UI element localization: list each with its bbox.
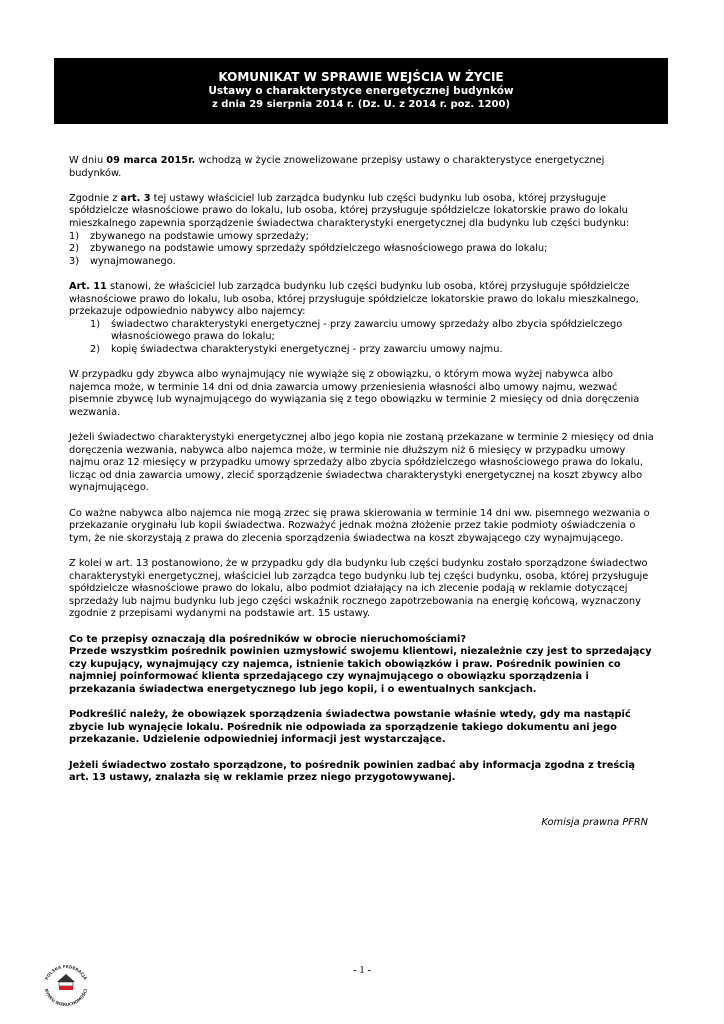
- logo-text-top: POLSKA FEDERACJA: [43, 963, 89, 981]
- document-body: [69, 155, 657, 829]
- paragraph-agents: [69, 634, 657, 697]
- text: W dniu: [69, 155, 107, 166]
- paragraph-advertising: Jeżeli świadectwo zostało sporządzone, to pośrednik powinien zadbać aby informacja zgodna z treścią art. 13 ustawy, znalazła się w reklamie przez niego przygotowywanej.: [69, 759, 635, 784]
- text: Przede wszystkim pośrednik powinien uzmysłowić swojemu klientowi, niezależnie czy jest to sprzedający czy kupujący, wynajmujący czy najemca, istnienie takich obowiązków i praw. Pośrednik powinien co najmniej poinformować klienta sprzedającego czy wynajmującego o obowiązku sporządzenia i przekazania świadectwa energetycznego lub jego kopii, i o ewentualnych sankcjach.: [69, 646, 652, 695]
- list-item: [90, 319, 657, 344]
- article-ref: Art. 11: [69, 280, 107, 292]
- document-title: KOMUNIKAT W SPRAWIE WEJŚCIA W ŻYCIE: [218, 70, 504, 84]
- question-heading: Co te przepisy oznaczają dla pośredników w obrocie nieruchomościami?: [69, 633, 467, 645]
- text: wchodzą w życie znowelizowane przepisy ustawy o charakterystyce energetycznej budynków.: [69, 155, 605, 179]
- list-item: [69, 243, 657, 256]
- effective-date: 09 marca 2015r.: [106, 155, 196, 166]
- list-text: świadectwo charakterystyki energetycznej - przy zawarciu umowy sprzedaży albo zbycia spółdzielczego własnościowego prawa do lokalu;: [111, 318, 623, 343]
- document-date-line: z dnia 29 sierpnia 2014 r. (Dz. U. z 2014 r. poz. 1200): [211, 99, 511, 110]
- list-item: [69, 256, 657, 269]
- logo-text-bottom: RYNKU NIERUCHOMOŚCI: [43, 988, 89, 1008]
- list-number: 2): [69, 243, 80, 255]
- paragraph-emphasis: Podkreślić należy, że obowiązek sporządzenia świadectwa powstanie właśnie wtedy, gdy ma nastąpić zbycie lub wynajęcie lokalu. Pośrednik nie odpowiada za sporządzenie takiego dokumentu ani jego przekazanie. Udzielenie odpowiedniej informacji jest wystarczające.: [69, 709, 631, 746]
- list-text: wynajmowanego.: [90, 255, 176, 267]
- article-ref: art. 3: [120, 192, 151, 204]
- paragraph-art-3: [69, 193, 657, 269]
- header-banner: [54, 58, 668, 124]
- document-subtitle: Ustawy o charakterystyce energetycznej budynków: [208, 85, 514, 97]
- paragraph-obligation: W przypadku gdy zbywca albo wynajmujący nie wywiąże się z obowiązku, o którym mowa wyżej nabywca albo najemca może, w terminie 14 dni od dnia zawarcia umowy przeniesienia własności albo umowy najmu, wezwać pisemnie zbywcę lub wynajmującego do wywiązania się z tego obowiązku w terminie 2 miesięcy od dnia doręczenia wezwania.: [69, 369, 640, 418]
- svg-text:RYNKU NIERUCHOMOŚCI: [44, 988, 89, 1007]
- paragraph-sanction: Jeżeli świadectwo charakterystyki energetycznej albo jego kopia nie zostaną przekazane w terminie 2 miesięcy od dnia doręczenia wezwania, nabywca albo najemca może, w terminie nie dłuższym niż 6 miesięcy w przypadku umowy najmu oraz 12 miesięcy w przypadku umowy sprzedaży albo zbycia spółdzielczego własnościowego prawa do lokalu, licząc od dnia zawarcia umowy, zlecić sporządzenie świadectwa charakterystyki energetycznej na koszt zbywcy albo wynajmującego.: [69, 432, 654, 494]
- list-text: zbywanego na podstawie umowy sprzedaży;: [90, 230, 309, 242]
- paragraph-waiver: Co ważne nabywca albo najemca nie mogą zrzec się prawa skierowania w terminie 14 dni ww. pisemnego wezwania o przekazanie oryginału lub kopii świadectwa. Rozważyć jednak można złożenie przez takie podmioty oświadczenia o tym, że nie skorzystają z prawa do zlecenia sporządzenia świadectwa na koszt zbywającego czy wynajmującego.: [69, 507, 650, 544]
- list-item: [90, 344, 657, 357]
- list-text: kopię świadectwa charakterystyki energetycznej - przy zawarciu umowy najmu.: [111, 343, 503, 355]
- signature: Komisja prawna PFRN: [541, 816, 648, 828]
- paragraph-art-13: Z kolei w art. 13 postanowiono, że w przypadku gdy dla budynku lub części budynku zostało sporządzone świadectwo charakterystyki energetycznej, właściciel lub zarządca tego budynku lub tej części budynku, osoba, której przysługuje spółdzielcze własnościowe prawo do lokalu, albo podmiot działający na ich zlecenie podają w reklamie dotyczącej sprzedaży lub najmu budynku lub jego części wskaźnik rocznego zapotrzebowania na energię końcową, wyznaczony zgodnie z przepisami wydanymi na podstawie art. 15 ustawy.: [69, 558, 649, 620]
- list-number: 1): [69, 230, 80, 242]
- list-item: [69, 231, 657, 244]
- list-number: 2): [90, 343, 101, 355]
- page-number: - 1 -: [352, 964, 372, 976]
- paragraph-art-11: [69, 281, 657, 357]
- art-11-list: [69, 319, 657, 357]
- text: tej ustawy właściciel lub zarządca budynku lub części budynku lub osoba, której przysługuje spółdzielcze własnościowe prawo do lokalu, lub osoba, której przysługuje spółdzielcze lokatorskie prawo do lokalu mieszkalnego zapewnia sporządzenie świadectwa charakterystyki energetycznej dla budynku lub części budynku:: [69, 192, 630, 229]
- list-number: 3): [69, 255, 80, 267]
- art-3-list: [69, 231, 657, 269]
- text: Zgodnie z: [69, 192, 121, 204]
- list-text: zbywanego na podstawie umowy sprzedaży spółdzielczego własnościowego prawa do lokalu;: [90, 243, 548, 255]
- paragraph-intro: [69, 155, 657, 180]
- list-number: 1): [90, 318, 101, 330]
- text: stanowi, że właściciel lub zarządca budynku lub części budynku lub osoba, której przysługuje spółdzielcze własnościowe prawo do lokalu, lub osoba, której przysługuje spółdzielcze lokatorskie prawo do lokalu mieszkalnego, przekazuje odpowiednio nabywcy albo najemcy:: [69, 280, 639, 318]
